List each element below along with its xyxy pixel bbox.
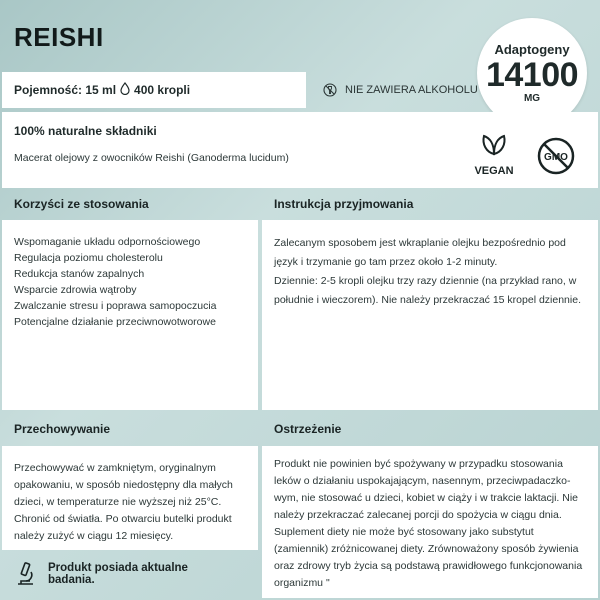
drop-icon (120, 82, 130, 98)
cert-icons (472, 132, 576, 178)
research-note (14, 562, 234, 589)
warning-card (262, 446, 598, 598)
badge-unit: MG (523, 93, 541, 104)
gmo-label: GMO (544, 152, 568, 163)
capacity-label: Pojemność: 15 ml (14, 83, 117, 97)
microscope-icon (14, 562, 36, 589)
research-label: Produkt posiada aktualne badania. (48, 562, 188, 586)
storage-card (2, 446, 258, 550)
instructions-heading: Instrukcja przyjmowania (274, 197, 414, 211)
list-item: Wsparcie zdrowia wątroby (14, 284, 137, 296)
list-item: Redukcja stanów zapalnych (14, 268, 145, 280)
no-alcohol-icon (323, 83, 337, 97)
instructions-text-2: Dziennie: 2-5 kropli olejku trzy razy dziennie (na przykład rano, w południe i wieczorem). Nie należy przekraczać 15 kropel dziennie. (274, 275, 581, 306)
ingredients-heading: 100% naturalne składniki (14, 124, 157, 138)
warning-text: Produkt nie powinien być spożywany w przypadku stosowania leków o działaniu uspokajającym, nasennym, przeciwpadaczko-wym, nie stosować u dzieci, kobiet w ciąży i w trakcie laktacji. Nie należy przekraczać zalecanej porcji do spożycia w ciągu dnia. Suplement diety nie może być stosowany jako substytut (zamiennik) zróżnicowanej diety. Zrównoważony sposób żywienia oraz zdrowy tryb życia są podstawą prawidłowego funkcjonowania organizmu " (274, 458, 583, 589)
list-item: Wspomaganie układu odpornościowego (14, 236, 201, 248)
instructions-text-1: Zalecanym sposobem jest wkraplanie olejku bezpośrednio pod język i trzymanie go tam przez około 1-2 minuty. (274, 237, 566, 268)
no-gmo-icon (536, 136, 576, 176)
badge-label: Adaptogeny (494, 42, 570, 57)
badge-value: 14100 (485, 56, 579, 94)
ingredients-text: Macerat olejowy z owocników Reishi (Ganoderma lucidum) (14, 152, 289, 164)
list-item: Zwalczanie stresu i poprawa samopoczucia (14, 300, 217, 312)
list-item: Regulacja poziomu cholesterolu (14, 252, 163, 264)
capacity-bar (2, 72, 306, 108)
storage-text: Przechowywać w zamkniętym, oryginalnym opakowaniu, w sposób niedostępny dla małych dzieci, w temperaturze nie wyższej niż 25°C. Chronić od światła. Po otwarciu butelki produkt należy zużyć w ciągu 12 miesięcy. (14, 462, 233, 542)
instructions-card (262, 220, 598, 410)
product-title: REISHI (14, 22, 104, 52)
ingredients-section (2, 112, 598, 188)
benefits-list (14, 234, 246, 330)
benefits-heading: Korzyści ze stosowania (14, 197, 149, 211)
list-item: Potencjalne działanie przeciwnowotworowe (14, 316, 216, 328)
alcohol-free-label: NIE ZAWIERA ALKOHOLU (345, 84, 478, 96)
storage-heading: Przechowywanie (14, 422, 111, 436)
benefits-card (2, 220, 258, 410)
vegan-label: VEGAN (474, 165, 514, 177)
warning-heading: Ostrzeżenie (274, 422, 342, 436)
alcohol-free-bar (307, 72, 483, 108)
vegan-icon (472, 132, 516, 178)
drops-label: 400 kropli (134, 83, 191, 97)
